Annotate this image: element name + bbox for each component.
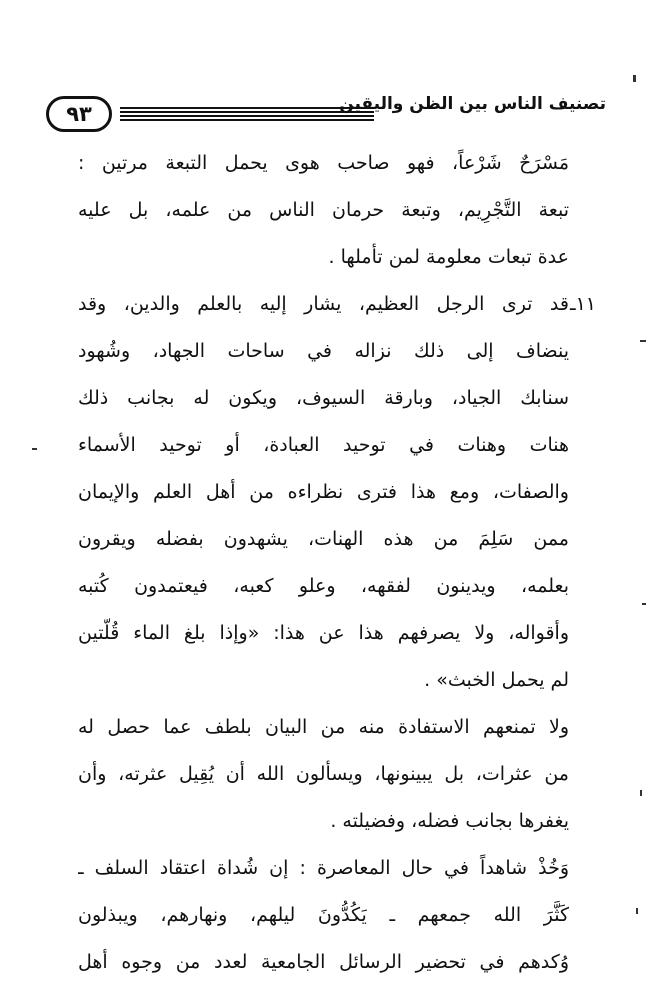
header-rule — [120, 111, 374, 113]
text-line: كَثَّرَ الله جمعهم ـ يَكُدُّونَ ليلهم، ونهارهم، ويبذلون — [78, 904, 569, 926]
text-line: هنات وهنات في توحيد العبادة، أو توحيد الأسماء — [78, 434, 569, 456]
text-line: قد ترى الرجل العظيم، يشار إليه بالعلم والدين، وقد — [78, 293, 569, 315]
running-title: تصنيف الناس بين الظن واليقين — [339, 94, 606, 114]
page-number-badge — [46, 96, 112, 132]
page-number: ٩٣ — [66, 102, 92, 126]
margin-mark — [32, 448, 37, 450]
text-line: وُكدهم في تحضير الرسائل الجامعية لعدد من وجوه أهل — [78, 951, 569, 973]
item-number: ١١ـ — [570, 293, 596, 315]
margin-mark — [636, 908, 638, 914]
margin-mark — [642, 603, 646, 605]
text-line: ينضاف إلى ذلك نزاله في ساحات الجهاد، وشُهود — [78, 340, 569, 362]
text-line: يغفرها بجانب فضله، وفضيلته . — [330, 810, 569, 832]
margin-mark — [633, 75, 636, 82]
text-line: ولا تمنعهم الاستفادة منه من البيان بلطف عما حصل له — [78, 716, 569, 738]
header-rule — [120, 119, 374, 121]
margin-mark — [640, 340, 646, 342]
text-line: لم يحمل الخبث» . — [424, 669, 569, 691]
text-line: من عثرات، بل يبينونها، ويسألون الله أن يُقِيل عثرته، وأن — [78, 763, 569, 785]
text-line: بعلمه، ويدينون لفقهه، وعلو كعبه، فيعتمدون كُتبه — [78, 575, 569, 597]
text-line: ممن سَلِمَ من هذه الهنات، يشهدون بفضله ويقرون — [78, 528, 569, 550]
text-line: عدة تبعات معلومة لمن تأملها . — [328, 246, 569, 268]
text-line: وأقواله، ولا يصرفهم هذا عن هذا: «وإذا بلغ الماء قُلّتين — [78, 622, 569, 644]
header-rule — [120, 115, 374, 117]
text-line: مَسْرَحٌ شَرْعاً، فهو صاحب هوى يحمل التبعة مرتين : — [78, 152, 569, 174]
header-rule — [120, 107, 374, 109]
margin-mark — [640, 790, 642, 796]
text-line: سنابك الجياد، وبارقة السيوف، ويكون له بجانب ذلك — [78, 387, 569, 409]
text-line: وَخُذْ شاهداً في حال المعاصرة : إن شُداة اعتقاد السلف ـ — [78, 857, 569, 879]
text-line: تبعة التَّجْرِيم، وتبعة حرمان الناس من علمه، بل عليه — [78, 199, 569, 221]
text-line: والصفات، ومع هذا فترى نظراءه من أهل العلم والإيمان — [78, 481, 569, 503]
